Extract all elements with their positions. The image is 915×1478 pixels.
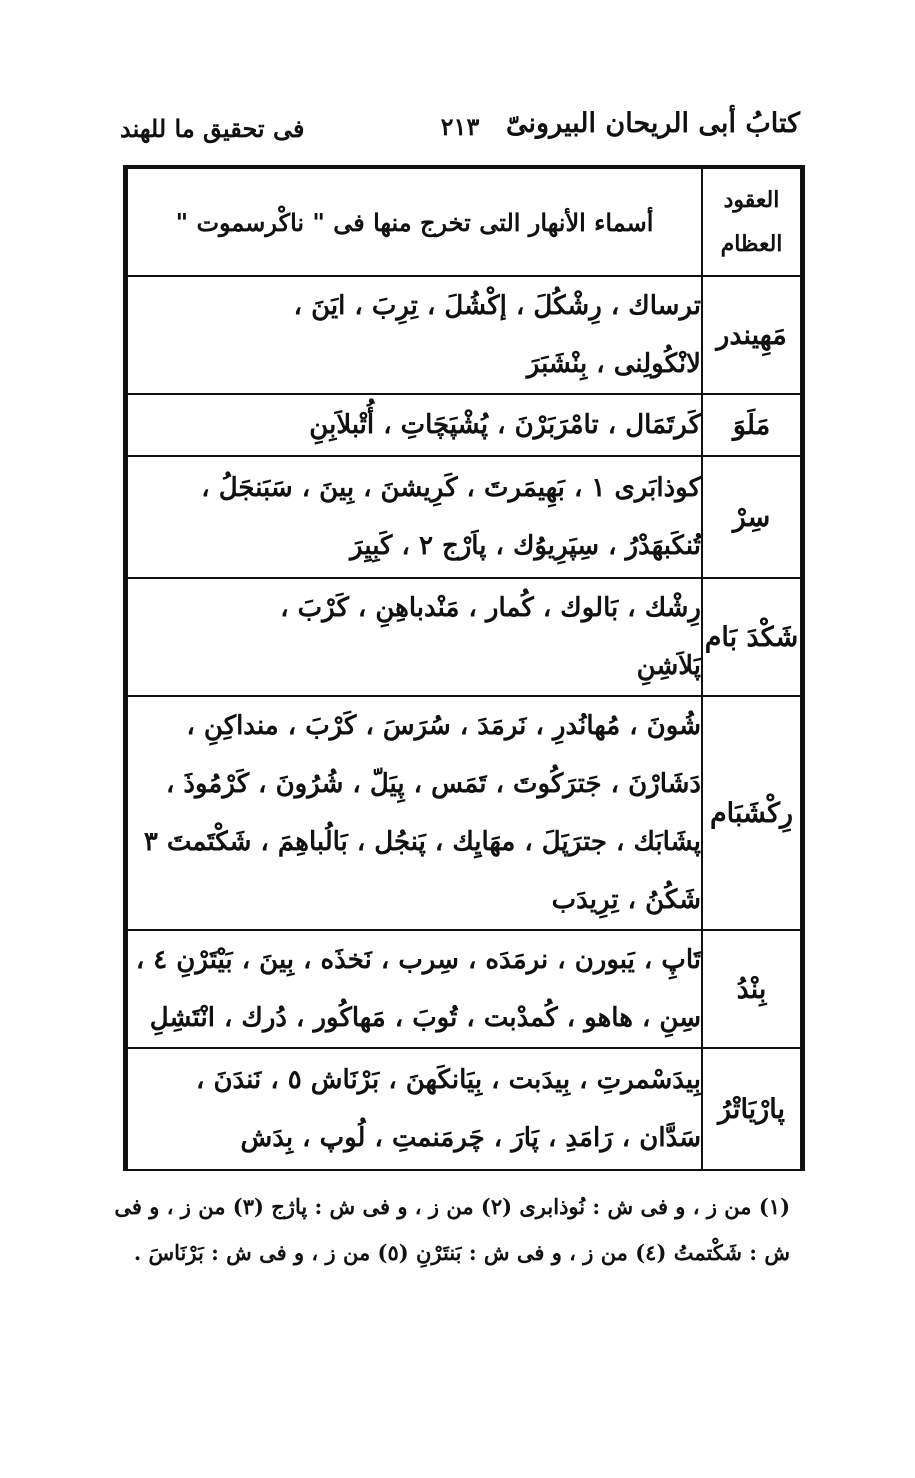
- river-list: [127, 456, 702, 578]
- book-title: كتابُ أبى الريحان البيرونىّ: [506, 108, 800, 139]
- river-list: [127, 930, 702, 1048]
- table-header-row: [127, 168, 801, 276]
- mountain-name: شَكْدَ بَام: [702, 578, 801, 696]
- footnote-line: ش : شَكْتمتُ (٤) من ز ، و فى ش : بَنتَرْنِ (٥) من ز ، و فى ش : بَرْنَاسَ .: [133, 1240, 790, 1265]
- table-row: [127, 394, 801, 456]
- footnote-line: (١) من ز ، و فى ش : نُوذابرى (٢) من ز ، و فى ش : پاژج (٣) من ز ، و فى: [114, 1194, 790, 1219]
- mountain-name: سِرْ: [702, 456, 801, 578]
- river-list-line: پشَابَك ، جترَپَلَ ، مهَايِك ، پَنجُل ، بَالُباهِمَ ، شَكْتَمتَ ٣: [143, 827, 701, 857]
- river-list: [127, 1048, 702, 1170]
- table-row: [127, 276, 801, 394]
- page-number: ٢١٣: [440, 112, 480, 141]
- river-list: [127, 696, 702, 930]
- column-header-rivers: أسماء الأنهار التى تخرج منها فى " ناكْرسموت ": [127, 168, 702, 276]
- rivers-table: [123, 165, 805, 1171]
- table-row: [127, 578, 801, 696]
- table-row: [127, 456, 801, 578]
- page-header: [120, 108, 800, 154]
- table-row: [127, 696, 801, 930]
- river-list-line: سِنِ ، هاهو ، كُمدْبت ، تُوبَ ، مَهاكُور ، دُرك ، انْتَشِلِ: [149, 1003, 701, 1033]
- river-list-line: دَشَارْنَ ، جَترَكُوتَ ، تَمَس ، پِيَلّ ، شُرُونَ ، كَرْمُوذَ ،: [165, 769, 701, 799]
- mountain-name: مَلَوَ: [702, 394, 801, 456]
- river-list-line: سَدَّان ، رَامَدِ ، پَارَ ، چَرمَنمتِ ، لُوپ ، بِدَش: [240, 1123, 701, 1153]
- river-list-line: كَرتَمَال ، تامْرَبَرْنَ ، پُشْپَچَاتِ ، أُتْبلاَبِنِ: [309, 410, 701, 440]
- mountain-name: رِكْشَبَام: [702, 696, 801, 930]
- mountain-name: پارْيَاتْرُ: [702, 1048, 801, 1170]
- river-list-line: تُنكَبهَدْرُ ، سِپَرِيوُك ، پاَرْج ٢ ، كَبِيِرَ: [350, 531, 701, 561]
- table-row: [127, 930, 801, 1048]
- running-title: فى تحقيق ما للهند: [120, 114, 305, 143]
- river-list-line: بِيدَسْمرتِ ، بِيدَبت ، بِيَانكَهنَ ، بَرْنَاش ٥ ، نَندَنَ ،: [196, 1065, 701, 1095]
- river-list-line: رِشْك ، بَالوك ، كُمار ، مَنْدباهِنِ ، كَرْبَ ،: [280, 593, 701, 623]
- river-list-line: شَكُنُ ، تِرِيدَب: [551, 885, 701, 915]
- table-row: [127, 1048, 801, 1170]
- river-list: [127, 276, 702, 394]
- mountain-name: بِنْدُ: [702, 930, 801, 1048]
- river-list-line: شُونَ ، مُهانُدرِ ، نَرمَدَ ، سُرَسَ ، كَرْبَ ، منداكِنِ ،: [186, 711, 701, 741]
- river-list: [127, 394, 702, 456]
- footnotes: [114, 1184, 790, 1276]
- river-list-line: ترساك ، رِشْكُلَ ، إكْشُلَ ، تِرِبَ ، ايَنَ ،: [293, 291, 701, 321]
- river-list-line: پَلاَشِنِ: [636, 651, 701, 681]
- river-list: [127, 578, 702, 696]
- river-list-line: تَاپِ ، يَبورن ، نرمَدَه ، سِرب ، نَخذَه ، بِينَ ، بَيْتَرْنِ ٤ ،: [135, 945, 701, 975]
- mountain-name: مَهِيندر: [702, 276, 801, 394]
- column-header-mountains: [702, 168, 801, 276]
- river-list-line: لانْكُولِنى ، بِنْشَبَرَ: [526, 349, 701, 379]
- column-header-line: العظام: [720, 231, 783, 257]
- column-header-line: العقود: [723, 187, 780, 213]
- river-list-line: كوذابَرى ١ ، بَهِيمَرتَ ، كَرِيشنَ ، بِينَ ، سَبَنجَلُ ،: [201, 473, 701, 503]
